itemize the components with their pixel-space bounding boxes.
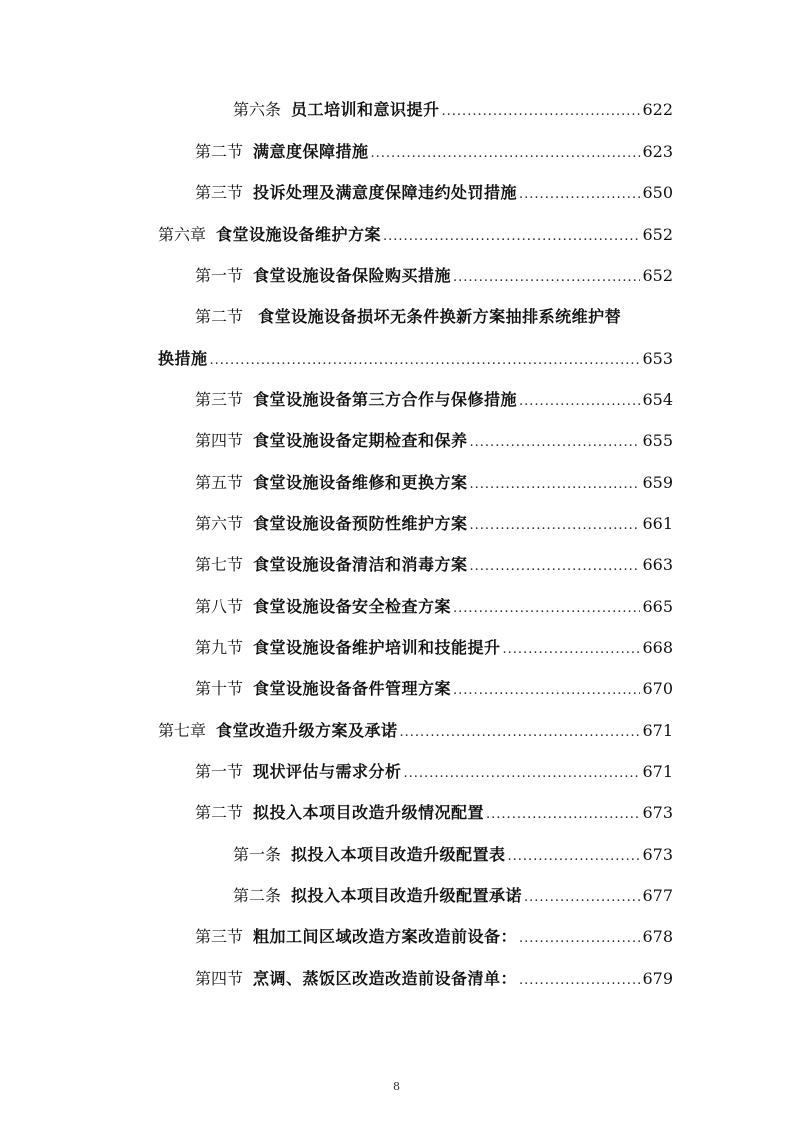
toc-entry-title: 拟投入本项目改造升级配置承诺 bbox=[291, 886, 523, 905]
toc-entry-number: 第六节 bbox=[195, 514, 244, 533]
toc-entry-number: 第十节 bbox=[195, 679, 244, 698]
toc-leader-dots bbox=[383, 222, 640, 252]
toc-entry-number: 第一节 bbox=[195, 266, 244, 285]
toc-entry-page: 677 bbox=[642, 886, 673, 905]
toc-entry[interactable] bbox=[195, 426, 673, 456]
toc-entry-page: 655 bbox=[642, 431, 673, 450]
toc-leader-dots bbox=[519, 180, 640, 210]
toc-entry-page: 665 bbox=[642, 597, 673, 616]
toc-entry-page: 670 bbox=[642, 679, 673, 698]
toc-entry-number: 第四节 bbox=[195, 431, 244, 450]
toc-leader-dots bbox=[400, 718, 641, 748]
toc-entry[interactable] bbox=[195, 468, 673, 498]
toc-entry[interactable] bbox=[195, 964, 673, 994]
toc-entry[interactable] bbox=[195, 674, 673, 704]
toc-entry-number: 第一条 bbox=[233, 845, 282, 864]
toc-entry[interactable] bbox=[195, 922, 673, 952]
toc-entry[interactable] bbox=[195, 592, 673, 622]
toc-entry-title: 食堂改造升级方案及承诺 bbox=[216, 721, 398, 740]
toc-entry-page: 652 bbox=[642, 266, 673, 285]
toc-entry-page: 661 bbox=[642, 514, 673, 533]
toc-entry-number: 第八节 bbox=[195, 597, 244, 616]
toc-entry-number: 第二节 bbox=[195, 307, 244, 326]
toc-entry-title: 满意度保障措施 bbox=[253, 142, 369, 161]
toc-entry-number: 第一节 bbox=[195, 762, 244, 781]
toc-entry[interactable] bbox=[195, 178, 673, 208]
toc-entry-page: 673 bbox=[642, 803, 673, 822]
toc-entry[interactable] bbox=[233, 881, 673, 911]
toc-entry-title: 投诉处理及满意度保障违约处罚措施 bbox=[253, 183, 518, 202]
toc-entry[interactable] bbox=[195, 261, 673, 291]
toc-leader-dots bbox=[453, 676, 640, 706]
toc-entry[interactable] bbox=[233, 840, 673, 870]
toc-entry-title: 拟投入本项目改造升级配置表 bbox=[291, 845, 506, 864]
toc-entry-page: 671 bbox=[642, 721, 673, 740]
toc-entry-page: 650 bbox=[642, 183, 673, 202]
toc-entry-number: 第二节 bbox=[195, 142, 244, 161]
toc-entry-page: 668 bbox=[642, 638, 673, 657]
toc-entry-title: 粗加工间区域改造方案改造前设备： bbox=[253, 927, 518, 946]
toc-entry-title: 食堂设施设备清洁和消毒方案 bbox=[253, 555, 468, 574]
toc-leader-dots bbox=[470, 470, 641, 500]
toc-entry[interactable] bbox=[195, 137, 673, 167]
toc-entry-number: 第六条 bbox=[233, 100, 282, 119]
toc-entry-page: 652 bbox=[642, 225, 673, 244]
toc-entry[interactable] bbox=[158, 220, 673, 250]
toc-leader-dots bbox=[524, 883, 640, 913]
toc-entry-page: 673 bbox=[642, 845, 673, 864]
toc-entry-number: 第二节 bbox=[195, 803, 244, 822]
toc-leader-dots bbox=[503, 635, 641, 665]
toc-entry-page: 671 bbox=[642, 762, 673, 781]
toc-entry-number: 第七节 bbox=[195, 555, 244, 574]
toc-leader-dots bbox=[453, 263, 640, 293]
toc-entry-title: 拟投入本项目改造升级情况配置 bbox=[253, 803, 485, 822]
toc-entry-number: 第三节 bbox=[195, 390, 244, 409]
toc-entry-title: 现状评估与需求分析 bbox=[253, 762, 402, 781]
toc-entry-continuation[interactable] bbox=[158, 344, 673, 374]
toc-leader-dots bbox=[404, 759, 641, 789]
toc-entry-page: 653 bbox=[642, 349, 673, 368]
page-number: 8 bbox=[393, 1080, 400, 1093]
toc-entry-page: 659 bbox=[642, 473, 673, 492]
toc-entry-number: 第三节 bbox=[195, 927, 244, 946]
toc-entry-title: 食堂设施设备预防性维护方案 bbox=[253, 514, 468, 533]
toc-entry[interactable] bbox=[195, 798, 673, 828]
toc-leader-dots bbox=[519, 924, 640, 954]
toc-entry-title: 食堂设施设备备件管理方案 bbox=[253, 679, 452, 698]
toc-entry-title: 员工培训和意识提升 bbox=[291, 100, 440, 119]
toc-leader-dots bbox=[519, 966, 640, 996]
toc-leader-dots bbox=[486, 800, 640, 830]
toc-entry-number: 第四节 bbox=[195, 969, 244, 988]
toc-entry-number: 第七章 bbox=[158, 721, 207, 740]
toc-entry-page: 622 bbox=[642, 100, 673, 119]
toc-entry-title: 食堂设施设备维护培训和技能提升 bbox=[253, 638, 501, 657]
toc-entry[interactable] bbox=[195, 633, 673, 663]
toc-entry-page: 654 bbox=[642, 390, 673, 409]
toc-entry[interactable] bbox=[233, 95, 673, 125]
toc-entry-title-continued: 换措施 bbox=[158, 349, 208, 368]
toc-entry-title: 烹调、蒸饭区改造改造前设备清单： bbox=[253, 969, 518, 988]
toc-entry[interactable] bbox=[158, 716, 673, 746]
toc-leader-dots bbox=[442, 97, 641, 127]
toc-entry-page: 678 bbox=[642, 927, 673, 946]
toc-leader-dots bbox=[470, 511, 641, 541]
toc-entry-page: 663 bbox=[642, 555, 673, 574]
toc-leader-dots bbox=[210, 346, 641, 376]
toc-entry-number: 第二条 bbox=[233, 886, 282, 905]
toc-entry[interactable] bbox=[195, 509, 673, 539]
toc-entry[interactable] bbox=[195, 302, 673, 332]
toc-leader-dots bbox=[470, 428, 641, 458]
toc-leader-dots bbox=[519, 387, 640, 417]
toc-entry-title: 食堂设施设备维护方案 bbox=[216, 225, 382, 244]
toc-entry[interactable] bbox=[195, 385, 673, 415]
toc-entry[interactable] bbox=[195, 757, 673, 787]
toc-entry-number: 第六章 bbox=[158, 225, 207, 244]
toc-entry-title: 食堂设施设备第三方合作与保修措施 bbox=[253, 390, 518, 409]
toc-entry-title: 食堂设施设备定期检查和保养 bbox=[253, 431, 468, 450]
toc-entry-title: 食堂设施设备安全检查方案 bbox=[253, 597, 452, 616]
toc-leader-dots bbox=[470, 552, 641, 582]
toc-entry-page: 679 bbox=[642, 969, 673, 988]
toc-entry-title: 食堂设施设备保险购买措施 bbox=[253, 266, 452, 285]
toc-entry-title: 食堂设施设备维修和更换方案 bbox=[253, 473, 468, 492]
toc-entry-page: 623 bbox=[642, 142, 673, 161]
toc-leader-dots bbox=[508, 842, 641, 872]
toc-leader-dots bbox=[453, 594, 640, 624]
toc-entry-number: 第五节 bbox=[195, 473, 244, 492]
toc-leader-dots bbox=[371, 139, 641, 169]
toc-entry[interactable] bbox=[195, 550, 673, 580]
toc-entry-number: 第三节 bbox=[195, 183, 244, 202]
toc-entry-number: 第九节 bbox=[195, 638, 244, 657]
toc-entry-title: 食堂设施设备损坏无条件换新方案抽排系统维护替 bbox=[258, 307, 622, 326]
